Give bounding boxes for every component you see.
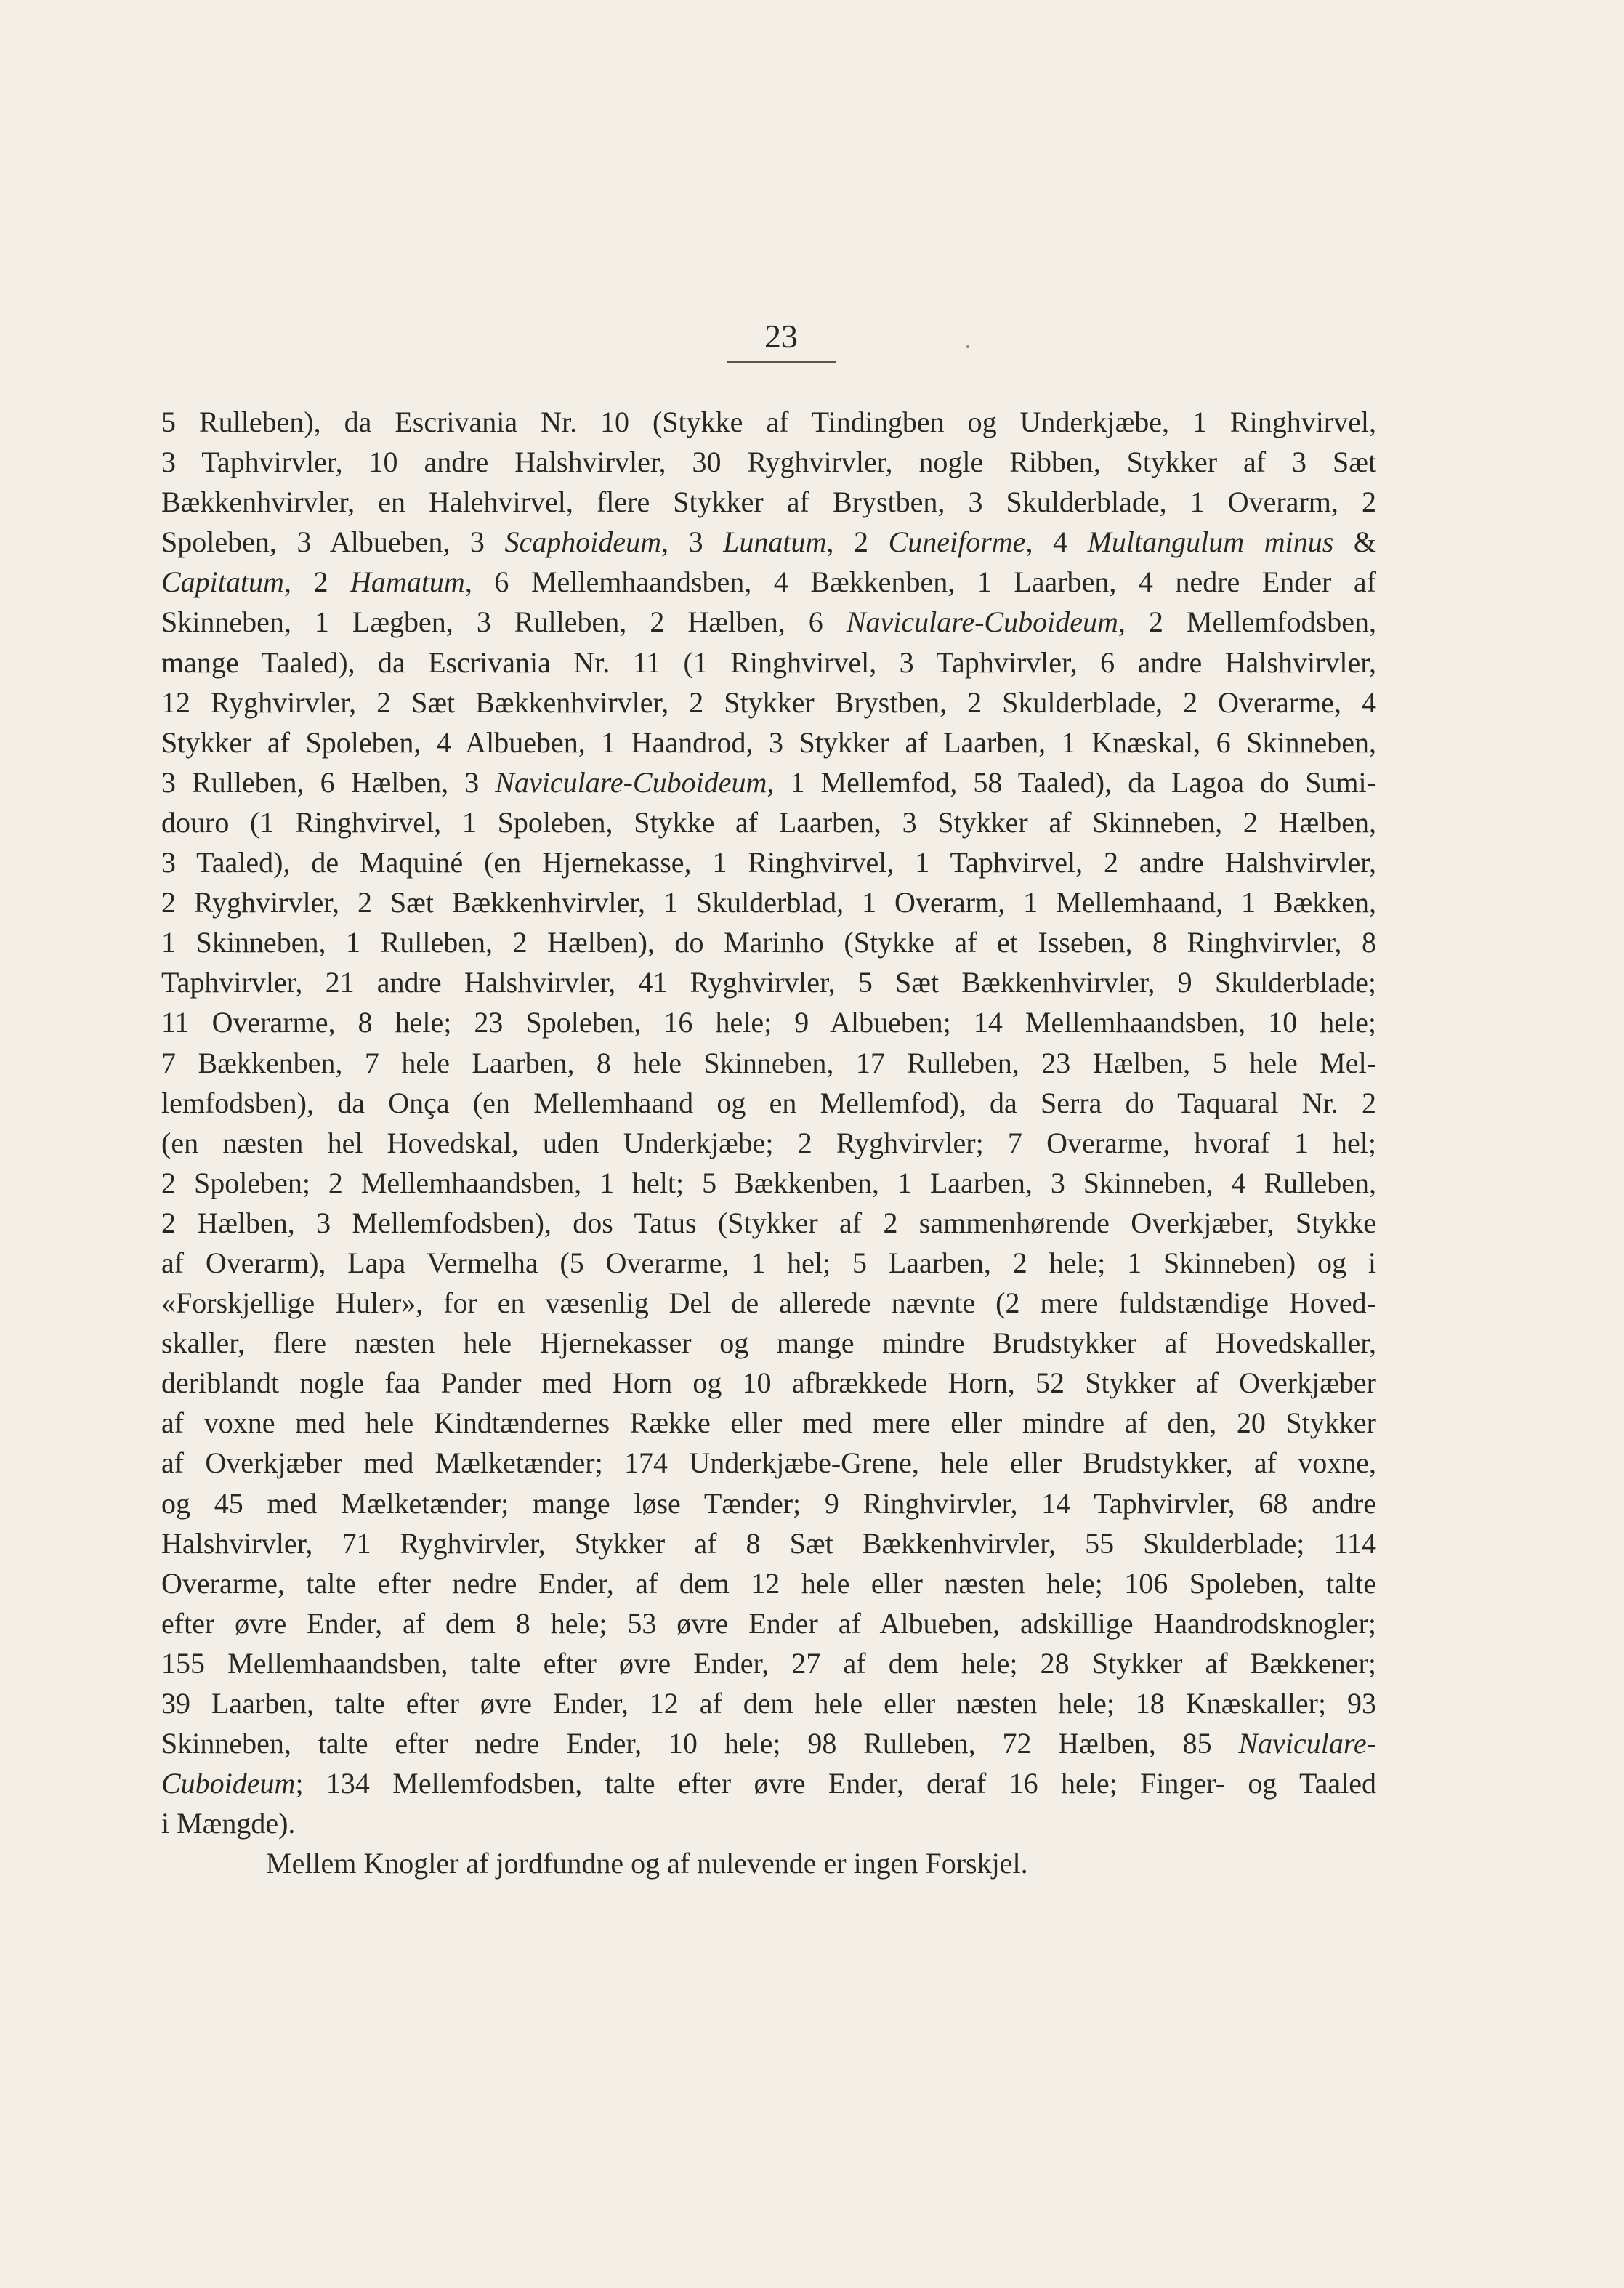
text-line: 3 Taaled), de Maquiné (en Hjernekasse, 1 Ringhvirvel, 1 Taphvirvel, 2 andre Halshvirvler, [161, 846, 1376, 879]
text-line: 3 Rulleben, 6 Hælben, 3 Naviculare-Cuboideum, 1 Mellemfod, 58 Taaled), da Lagoa do Sumi- [161, 765, 1376, 799]
text-line: og 45 med Mælketænder; mange løse Tænder; 9 Ringhvirvler, 14 Taphvirvler, 68 andre [161, 1486, 1376, 1520]
text-line: Capitatum, 2 Hamatum, 6 Mellemhaandsben, 4 Bækkenben, 1 Laarben, 4 nedre Ender af [161, 565, 1377, 599]
print-speck [966, 345, 969, 348]
text-line: (en næsten hel Hovedskal, uden Underkjæbe; 2 Ryghvirvler; 7 Overarme, hvoraf 1 hel; [161, 1126, 1376, 1159]
text-line: 7 Bækkenben, 7 hele Laarben, 8 hele Skinneben, 17 Rulleben, 23 Hælben, 5 hele Mel- [161, 1046, 1376, 1079]
text-line: 1 Skinneben, 1 Rulleben, 2 Hælben), do Marinho (Stykke af et Isseben, 8 Ringhvirvler, 8 [161, 926, 1376, 959]
body-text [161, 402, 1376, 1883]
text-line: Spoleben, 3 Albueben, 3 Scaphoideum, 3 Lunatum, 2 Cuneiforme, 4 Multangulum minus & [161, 525, 1376, 559]
text-line: 12 Ryghvirvler, 2 Sæt Bækkenhvirvler, 2 Stykker Brystben, 2 Skulderblade, 2 Overarme, 4 [161, 685, 1376, 719]
text-line: 39 Laarben, talte efter øvre Ender, 12 af dem hele eller næsten hele; 18 Knæskaller; 93 [161, 1687, 1376, 1720]
text-line: 3 Taphvirvler, 10 andre Halshvirvler, 30 Ryghvirvler, nogle Ribben, Stykker af 3 Sæt [161, 446, 1376, 479]
text-line: douro (1 Ringhvirvel, 1 Spoleben, Stykke af Laarben, 3 Stykker af Skinneben, 2 Hælben, [161, 805, 1376, 839]
text-line: Stykker af Spoleben, 4 Albueben, 1 Haandrod, 3 Stykker af Laarben, 1 Knæskal, 6 Skinneben, [161, 725, 1376, 759]
text-line: Mellem Knogler af jordfundne og af nulevende er ingen Forskjel. [266, 1847, 1028, 1880]
text-line: Bækkenhvirvler, en Halehvirvel, flere Stykker af Brystben, 3 Skulderblade, 1 Overarm, 2 [161, 486, 1376, 519]
text-line: 11 Overarme, 8 hele; 23 Spoleben, 16 hele; 9 Albueben; 14 Mellemhaandsben, 10 hele; [161, 1006, 1376, 1039]
text-line: 2 Hælben, 3 Mellemfodsben), dos Tatus (Stykker af 2 sammenhørende Overkjæber, Stykke [161, 1206, 1376, 1239]
text-line: deriblandt nogle faa Pander med Horn og 10 afbrækkede Horn, 52 Stykker af Overkjæber [161, 1366, 1376, 1400]
text-line: Halshvirvler, 71 Ryghvirvler, Stykker af 8 Sæt Bækkenhvirvler, 55 Skulderblade; 114 [161, 1526, 1376, 1560]
text-line: mange Taaled), da Escrivania Nr. 11 (1 Ringhvirvel, 3 Taphvirvler, 6 andre Halshvirvler, [161, 645, 1376, 679]
text-line: Overarme, talte efter nedre Ender, af dem 12 hele eller næsten hele; 106 Spoleben, talte [161, 1566, 1376, 1600]
text-line: skaller, flere næsten hele Hjernekasser og mange mindre Brudstykker af Hovedskaller, [161, 1326, 1376, 1360]
text-line: af Overkjæber med Mælketænder; 174 Underkjæbe-Grene, hele eller Brudstykker, af voxne, [161, 1446, 1376, 1480]
text-line: Skinneben, talte efter nedre Ender, 10 hele; 98 Rulleben, 72 Hælben, 85 Naviculare- [161, 1727, 1376, 1760]
text-line: i Mængde). [161, 1807, 296, 1840]
text-line: af Overarm), Lapa Vermelha (5 Overarme, 1 hel; 5 Laarben, 2 hele; 1 Skinneben) og i [161, 1246, 1376, 1279]
text-line: efter øvre Ender, af dem 8 hele; 53 øvre Ender af Albueben, adskillige Haandrodsknogler; [161, 1606, 1376, 1640]
text-line: Cuboideum; 134 Mellemfodsben, talte efter øvre Ender, deraf 16 hele; Finger- og Taaled [161, 1767, 1376, 1800]
text-line: «Forskjellige Huler», for en væsenlig Del de allerede nævnte (2 mere fuldstændige Hoved- [161, 1286, 1376, 1320]
text-line: 2 Ryghvirvler, 2 Sæt Bækkenhvirvler, 1 Skulderblad, 1 Overarm, 1 Mellemhaand, 1 Bækken, [161, 886, 1376, 919]
text-line: lemfodsben), da Onça (en Mellemhaand og en Mellemfod), da Serra do Taquaral Nr. 2 [161, 1086, 1376, 1119]
text-line: af voxne med hele Kindtændernes Række eller med mere eller mindre af den, 20 Stykker [161, 1406, 1376, 1440]
text-line: 2 Spoleben; 2 Mellemhaandsben, 1 helt; 5 Bækkenben, 1 Laarben, 3 Skinneben, 4 Rulleben, [161, 1166, 1376, 1199]
text-line: 155 Mellemhaandsben, talte efter øvre Ender, 27 af dem hele; 28 Stykker af Bækkener; [161, 1646, 1376, 1680]
text-line: 5 Rulleben), da Escrivania Nr. 10 (Stykke af Tindingben og Underkjæbe, 1 Ringhvirvel, [161, 406, 1376, 438]
text-line: Taphvirvler, 21 andre Halshvirvler, 41 Ryghvirvler, 5 Sæt Bækkenhvirvler, 9 Skulderblade; [161, 966, 1376, 999]
page-number: 23 [727, 316, 836, 363]
text-line: Skinneben, 1 Lægben, 3 Rulleben, 2 Hælben, 6 Naviculare-Cuboideum, 2 Mellemfodsben, [161, 605, 1376, 639]
